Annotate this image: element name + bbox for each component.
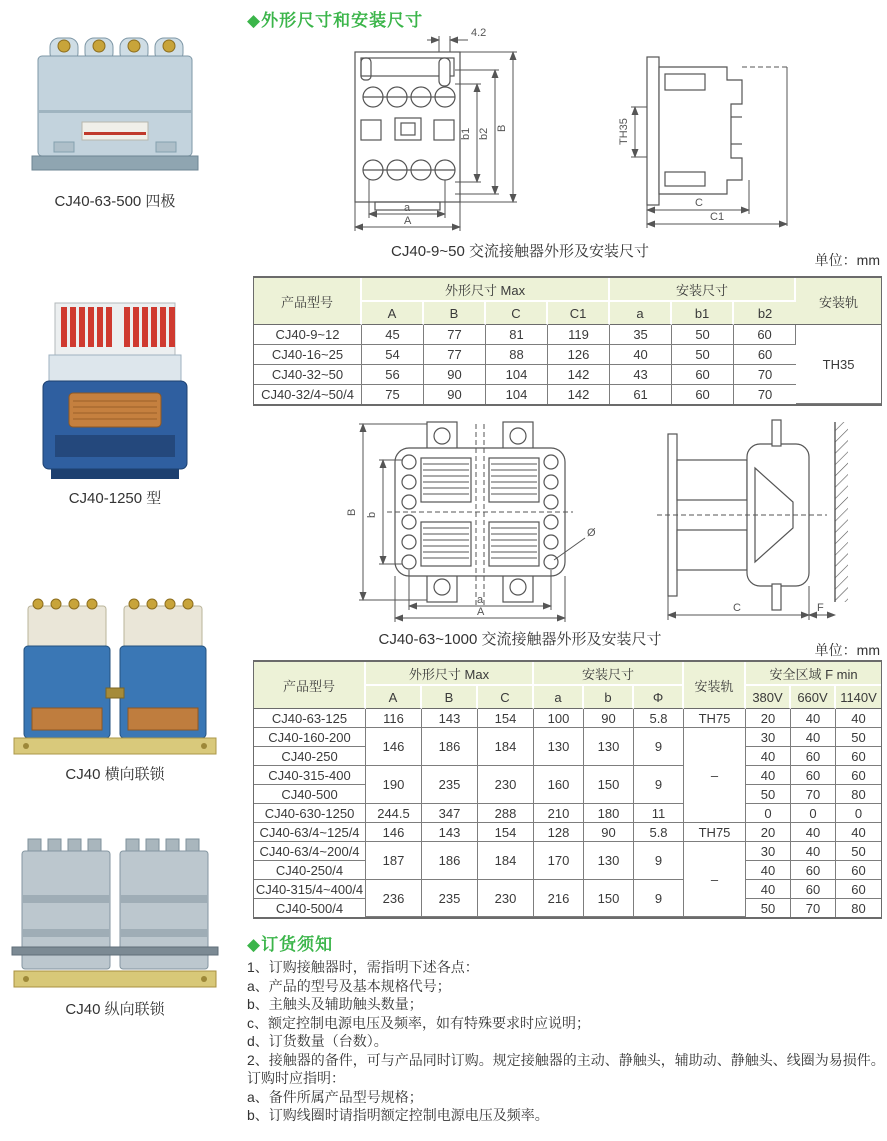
table-cell: 60 [791, 747, 836, 766]
table-header-cell: 外形尺寸 Max [362, 278, 610, 302]
table-cell: CJ40-250/4 [254, 861, 366, 880]
table-cell: 143 [422, 709, 478, 728]
table-cell: 35 [610, 325, 672, 345]
table-cell: 45 [362, 325, 424, 345]
table-header-cell: 660V [791, 686, 836, 709]
table-cell: 50 [836, 842, 881, 861]
table-cell: 170 [534, 842, 584, 880]
table-cell: 187 [366, 842, 422, 880]
table-cell: 154 [478, 823, 534, 842]
dimension-drawing-cj40-9-50 [335, 22, 887, 234]
product-photo-cj40-horizontal-interlock [10, 588, 220, 768]
table-cell: 143 [422, 823, 478, 842]
ordering-line: a、备件所属产品型号规格； [247, 1088, 423, 1105]
table-cell: 5.8 [634, 823, 684, 842]
product-photo-cj40-1250 [25, 295, 205, 485]
table-header-cell: 外形尺寸 Max [366, 662, 534, 686]
table-cell: 154 [478, 709, 534, 728]
table-cell: 9 [634, 766, 684, 804]
table-cell: 40 [746, 880, 791, 899]
table-cell: CJ40-315/4~400/4 [254, 880, 366, 899]
dim-label-C: C [695, 197, 703, 209]
table-cell: 40 [791, 842, 836, 861]
table-cell: 60 [791, 766, 836, 785]
table-cell: CJ40-500 [254, 785, 366, 804]
dim-label-b: b [366, 511, 378, 518]
dim-label-b2: b2 [478, 127, 490, 140]
table-cell: 216 [534, 880, 584, 917]
dim-label-a: a [404, 202, 411, 214]
table-cell: 80 [836, 899, 881, 917]
table-cell: 88 [486, 345, 548, 365]
table-cell: 150 [584, 880, 634, 917]
ordering-line: b、订购线圈时请指明额定控制电源电压及频率。 [247, 1107, 549, 1123]
table-cell: 230 [478, 766, 534, 804]
table-header-cell: b1 [672, 302, 734, 325]
product-caption: CJ40 横向联锁 [65, 766, 165, 783]
table-cell: CJ40-500/4 [254, 899, 366, 917]
ordering-line: b、主触头及辅助触头数量； [247, 996, 423, 1012]
table-header-cell: a [610, 302, 672, 325]
table-cell: 130 [534, 728, 584, 766]
dim-label-B: B [496, 124, 508, 132]
table-header-cell: 安装轨 [796, 278, 881, 325]
table-cell: 81 [486, 325, 548, 345]
table-cell: 210 [534, 804, 584, 823]
table-cell: CJ40-63/4~125/4 [254, 823, 366, 842]
table-cell: 60 [836, 766, 881, 785]
table-cell: 5.8 [634, 709, 684, 728]
table-header-cell: 安装轨 [684, 662, 746, 709]
table-cell: 80 [836, 785, 881, 804]
table-cell: 54 [362, 345, 424, 365]
table-cell: TH75 [684, 823, 746, 842]
table-cell: 230 [478, 880, 534, 917]
table-cell: 9 [634, 880, 684, 917]
table-cell: 60 [672, 365, 734, 385]
table-cell: 104 [486, 385, 548, 404]
table-cell: CJ40-630-1250 [254, 804, 366, 823]
table-cell: 9 [634, 842, 684, 880]
table-cell: 11 [634, 804, 684, 823]
unit-label: 单位：mm [814, 252, 880, 268]
table-cell: 40 [791, 823, 836, 842]
table-cell: 186 [422, 842, 478, 880]
table-cell: 70 [734, 365, 796, 385]
table-header-cell: A [366, 686, 422, 709]
table-cell: 0 [746, 804, 791, 823]
table-header-cell: Φ [634, 686, 684, 709]
table-cell: 104 [486, 365, 548, 385]
table-cell: CJ40-63/4~200/4 [254, 842, 366, 861]
dim-label-dia: Ø [587, 527, 596, 539]
table-cell: 180 [584, 804, 634, 823]
table-header-cell: B [422, 686, 478, 709]
table-cell: 30 [746, 842, 791, 861]
table-cell: 130 [584, 728, 634, 766]
table-cell: 288 [478, 804, 534, 823]
table-cell: 160 [534, 766, 584, 804]
table-header-cell: A [362, 302, 424, 325]
dim-label-th35: TH35 [618, 118, 630, 145]
table-cell: 60 [791, 861, 836, 880]
dimension-drawing-cj40-63-1000 [335, 410, 887, 624]
table-cell: 347 [422, 804, 478, 823]
table-cell: CJ40-160-200 [254, 728, 366, 747]
table-cell: 40 [836, 709, 881, 728]
table-cell: 9 [634, 728, 684, 766]
table-cell: TH35 [796, 325, 881, 404]
unit-label: 单位：mm [814, 642, 880, 658]
table-cell: 40 [746, 747, 791, 766]
table-header-cell: 1140V [836, 686, 881, 709]
table-header-cell: C [486, 302, 548, 325]
table-cell: 90 [424, 365, 486, 385]
table-cell: 40 [610, 345, 672, 365]
table-cell: 61 [610, 385, 672, 404]
table-header-cell: 380V [746, 686, 791, 709]
table-header-cell: 安装尺寸 [534, 662, 684, 686]
table-cell: 100 [534, 709, 584, 728]
table-cell: 142 [548, 385, 610, 404]
table-cell: 20 [746, 823, 791, 842]
dim-label-A2: A [477, 606, 485, 618]
table-cell: 116 [366, 709, 422, 728]
table-cell: 130 [584, 842, 634, 880]
dim-label-4-2: 4.2 [471, 27, 487, 39]
table-cell: 75 [362, 385, 424, 404]
section-title-ordering: ◆订货须知 [247, 935, 334, 954]
table-cell: 142 [548, 365, 610, 385]
table-cell: – [684, 842, 746, 917]
table-header-cell: 产品型号 [254, 662, 366, 709]
table-cell: CJ40-32/4~50/4 [254, 385, 362, 404]
product-caption: CJ40 纵向联锁 [65, 1001, 165, 1018]
table-cell: 60 [791, 880, 836, 899]
table-cell: 50 [672, 325, 734, 345]
table-cell: 60 [734, 345, 796, 365]
table-cell: 50 [746, 899, 791, 917]
table-cell: CJ40-315-400 [254, 766, 366, 785]
table-cell: 60 [672, 385, 734, 404]
dimension-table-cj40-9-50 [253, 276, 882, 406]
table-cell: 40 [836, 823, 881, 842]
table-cell: 70 [791, 899, 836, 917]
table-cell: 126 [548, 345, 610, 365]
table-cell: 235 [422, 880, 478, 917]
table-cell: 77 [424, 345, 486, 365]
table-cell: 0 [836, 804, 881, 823]
table-cell: 77 [424, 325, 486, 345]
table-cell: 56 [362, 365, 424, 385]
product-photo-cj40-63-500 [20, 22, 210, 182]
table-cell: 20 [746, 709, 791, 728]
ordering-line: 2、接触器的备件，可与产品同时订购。规定接触器的主动、静触头，辅助动、静触头、线圈为易损件。 [247, 1051, 885, 1068]
table-header-cell: 安装尺寸 [610, 278, 796, 302]
table-cell: 70 [734, 385, 796, 404]
table-cell: 43 [610, 365, 672, 385]
dim-label-C1: C1 [710, 211, 725, 223]
product-caption: CJ40-1250 型 [68, 490, 162, 507]
table-cell: 146 [366, 823, 422, 842]
table-cell: 40 [746, 861, 791, 880]
section-title-dimensions: ◆外形尺寸和安装尺寸 [247, 11, 424, 30]
product-photo-cj40-vertical-interlock [10, 825, 220, 1000]
dim-label-F: F [817, 602, 824, 614]
dimension-table-cj40-63-1000 [253, 660, 882, 919]
dim-label-b1: b1 [460, 127, 472, 140]
table-header-cell: 安全区域 F min [746, 662, 881, 686]
table-cell: 119 [548, 325, 610, 345]
table-cell: 60 [836, 747, 881, 766]
table-cell: 184 [478, 842, 534, 880]
drawing2-caption: CJ40-63~1000 交流接触器外形及安装尺寸 [378, 631, 662, 648]
table-header-cell: 产品型号 [254, 278, 362, 325]
dim-label-a2: a [477, 594, 484, 606]
ordering-line: c、额定控制电源电压及频率，如有特殊要求时应说明； [247, 1014, 590, 1031]
table-cell: 90 [584, 823, 634, 842]
table-cell: 60 [836, 861, 881, 880]
table-cell: 70 [791, 785, 836, 804]
table-cell: CJ40-63-125 [254, 709, 366, 728]
table-cell: 186 [422, 728, 478, 766]
table-cell: 244.5 [366, 804, 422, 823]
table-cell: 236 [366, 880, 422, 917]
table-cell: 40 [746, 766, 791, 785]
table-header-cell: B [424, 302, 486, 325]
table-cell: 40 [791, 709, 836, 728]
table-cell: 60 [734, 325, 796, 345]
table-header-cell: b [584, 686, 634, 709]
table-cell: 30 [746, 728, 791, 747]
table-cell: 146 [366, 728, 422, 766]
ordering-line: d、订货数量（台数）。 [247, 1033, 388, 1049]
table-cell: 235 [422, 766, 478, 804]
table-cell: 50 [672, 345, 734, 365]
table-cell: CJ40-9~12 [254, 325, 362, 345]
dim-label-C2: C [733, 602, 741, 614]
table-header-cell: a [534, 686, 584, 709]
ordering-notes [247, 958, 887, 1125]
table-cell: 0 [791, 804, 836, 823]
table-cell: TH75 [684, 709, 746, 728]
dim-label-A: A [404, 215, 412, 227]
table-cell: CJ40-32~50 [254, 365, 362, 385]
table-cell: 184 [478, 728, 534, 766]
ordering-line: a、产品的型号及基本规格代号； [247, 977, 451, 994]
product-caption: CJ40-63-500 四极 [54, 193, 176, 210]
table-cell: 50 [836, 728, 881, 747]
dim-label-B2: B [346, 508, 358, 516]
table-cell: 40 [791, 728, 836, 747]
ordering-line: 1、订购接触器时，需指明下述各点： [247, 959, 479, 975]
ordering-line: 订购时应指明： [247, 1070, 345, 1086]
drawing1-caption: CJ40-9~50 交流接触器外形及安装尺寸 [391, 243, 649, 260]
table-header-cell: C [478, 686, 534, 709]
table-cell: 50 [746, 785, 791, 804]
table-header-cell: C1 [548, 302, 610, 325]
table-cell: CJ40-16~25 [254, 345, 362, 365]
table-header-cell: b2 [734, 302, 796, 325]
table-cell: – [684, 728, 746, 823]
table-cell: 60 [836, 880, 881, 899]
table-cell: 190 [366, 766, 422, 804]
table-cell: 90 [584, 709, 634, 728]
table-cell: CJ40-250 [254, 747, 366, 766]
table-cell: 90 [424, 385, 486, 404]
table-cell: 128 [534, 823, 584, 842]
table-cell: 150 [584, 766, 634, 804]
